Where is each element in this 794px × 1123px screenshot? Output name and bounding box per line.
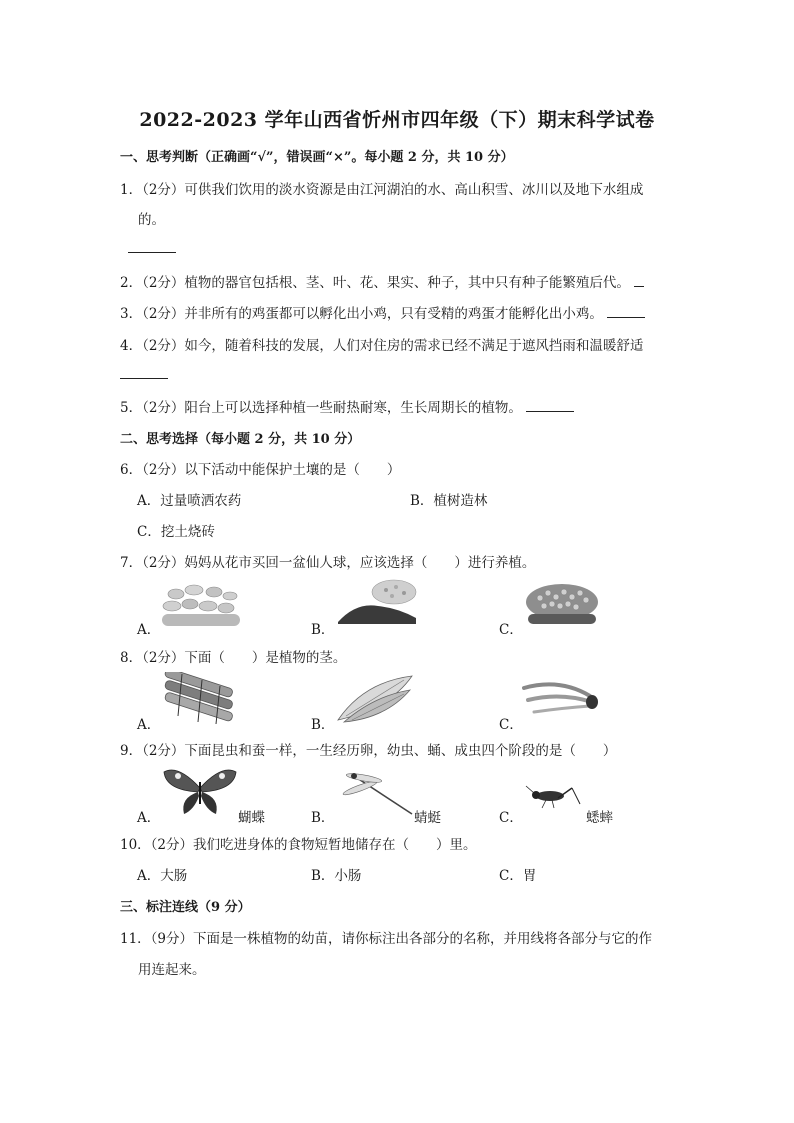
question-4: 4．（2分）如今，随着科技的发展，人们对住房的需求已经不满足于遮风挡雨和温暖舒适	[120, 338, 644, 354]
q6-option-b[interactable]: B．植树造林	[410, 493, 488, 509]
q9-caption-dragonfly: 蜻蜓	[414, 810, 441, 826]
q9-option-b[interactable]: B．	[311, 810, 335, 826]
q9-caption-butterfly: 蝴蝶	[238, 810, 265, 826]
q6-option-a[interactable]: A．过量喷洒农药	[137, 493, 242, 509]
q7-option-b[interactable]: B．	[311, 622, 335, 638]
question-1-cont: 的。	[138, 212, 165, 228]
question-6: 6．（2分）以下活动中能保护土壤的是（ ）	[120, 462, 401, 478]
q8-option-a[interactable]: A．	[137, 717, 161, 733]
q7-option-a[interactable]: A．	[137, 622, 161, 638]
sugarcane-stem-image	[160, 672, 238, 724]
q9-option-a[interactable]: A．	[137, 810, 161, 826]
q10-option-b[interactable]: B．小肠	[311, 868, 362, 884]
roots-image	[520, 678, 602, 724]
question-2	[120, 271, 644, 291]
cricket-image	[524, 782, 582, 812]
sandy-gravel-image	[522, 580, 600, 628]
q8-option-c[interactable]: C．	[499, 717, 523, 733]
dragonfly-image	[334, 770, 414, 818]
question-5-text: 5．（2分）阳台上可以选择种植一些耐热耐寒，生长周期长的植物。	[120, 400, 522, 416]
question-2-text: 2．（2分）植物的器官包括根、茎、叶、花、果实、种子，其中只有种子能繁殖后代。	[120, 275, 630, 291]
butterfly-image	[160, 764, 240, 818]
question-11: 11．（9分）下面是一株植物的幼苗，请你标注出各部分的名称，并用线将各部分与它的作	[120, 931, 653, 947]
question-3	[120, 302, 645, 322]
question-9: 9．（2分）下面昆虫和蚕一样，一生经历卵，幼虫、蛹、成虫四个阶段的是（ ）	[120, 743, 617, 759]
question-10: 10．（2分）我们吃进身体的食物短暂地储存在（ ）里。	[120, 837, 477, 853]
question-7: 7．（2分）妈妈从花市买回一盆仙人球，应该选择（ ）进行养植。	[120, 555, 536, 571]
black-soil-image	[336, 578, 418, 626]
question-3-text: 3．（2分）并非所有的鸡蛋都可以孵化出小鸡，只有受精的鸡蛋才能孵化出小鸡。	[120, 306, 603, 322]
section-heading-choice: 二、思考选择（每小题 2 分，共 10 分）	[120, 432, 361, 447]
q9-caption-cricket: 蟋蟀	[586, 810, 613, 826]
q8-option-b[interactable]: B．	[311, 717, 335, 733]
q7-option-c[interactable]: C．	[499, 622, 523, 638]
answer-blank-3[interactable]	[607, 305, 645, 318]
q6-option-c[interactable]: C．挖土烧砖	[137, 524, 215, 540]
q9-option-c[interactable]: C．	[499, 810, 523, 826]
page-title: 2022-2023 学年山西省忻州市四年级（下）期末科学试卷	[139, 109, 655, 131]
section-heading-label: 三、标注连线（9 分）	[120, 900, 251, 915]
q10-option-c[interactable]: C．胃	[499, 868, 537, 884]
question-8: 8．（2分）下面（ ）是植物的茎。	[120, 650, 347, 666]
answer-blank-1[interactable]	[128, 238, 176, 257]
leaves-image	[334, 672, 416, 724]
section-heading-judge: 一、思考判断（正确画“√”，错误画“×”。每小题 2 分，共 10 分）	[120, 150, 514, 165]
q10-option-a[interactable]: A．大肠	[137, 868, 188, 884]
question-11-cont: 用连起来。	[138, 962, 206, 978]
answer-blank-2[interactable]	[634, 274, 644, 287]
pebbles-soil-image	[160, 580, 242, 628]
question-1: 1．（2分）可供我们饮用的淡水资源是由江河湖泊的水、高山积雪、冰川以及地下水组成	[120, 182, 644, 198]
answer-blank-4[interactable]	[120, 364, 168, 383]
answer-blank-5[interactable]	[526, 399, 574, 412]
question-5	[120, 396, 574, 416]
